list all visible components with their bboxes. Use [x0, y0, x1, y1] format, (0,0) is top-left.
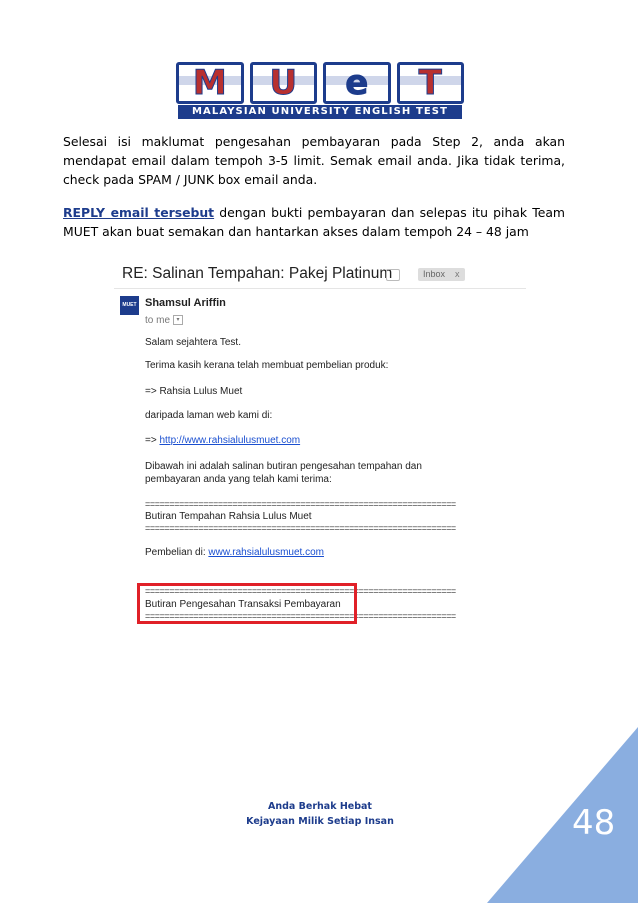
- email-from-site: daripada laman web kami di:: [145, 410, 273, 421]
- logo-letter-u: U: [250, 62, 318, 104]
- website-link: http://www.rahsialulusmuet.com: [159, 435, 301, 446]
- avatar: MUET: [120, 296, 139, 315]
- email-thanks: Terima kasih kerana telah membuat pembelian produk:: [145, 360, 389, 371]
- footer-slogan-2: Kejayaan Milik Setiap Insan: [246, 816, 394, 827]
- logo-letter-e: e: [323, 62, 391, 104]
- page-number: 48: [572, 803, 616, 843]
- email-details-2: pembayaran anda yang telah kami terima:: [145, 474, 332, 485]
- separator-line: ================================================================: [145, 586, 456, 596]
- logo-letter-m: M: [176, 62, 244, 104]
- separator-line: ================================================================: [145, 499, 456, 509]
- chevron-down-icon: ▾: [173, 315, 183, 325]
- instruction-paragraph-2-text: dengan bukti pembayaran dan selepas itu pihak Team MUET akan buat semakan dan hantarkan akses dalam tempoh 24 – 48 jam: [63, 205, 565, 239]
- logo-tagline: MALAYSIAN UNIVERSITY ENGLISH TEST: [178, 105, 462, 119]
- email-subject: RE: Salinan Tempahan: Pakej Platinum: [122, 265, 393, 282]
- instruction-paragraph-1: Selesai isi maklumat pengesahan pembayaran pada Step 2, anda akan mendapat email dalam tempoh 3-5 limit. Semak email anda. Jika tidak terima, check pada SPAM / JUNK box email anda.: [63, 134, 565, 187]
- email-sender: Shamsul Ariffin: [145, 297, 226, 309]
- section-payment-title: Butiran Pengesahan Transaksi Pembayaran: [145, 599, 341, 610]
- reply-email-emphasis: REPLY email tersebut: [63, 205, 215, 220]
- email-details-1: Dibawah ini adalah salinan butiran pengesahan tempahan dan: [145, 461, 422, 472]
- close-icon: x: [455, 269, 460, 279]
- purchase-link: www.rahsialulusmuet.com: [208, 547, 324, 558]
- inbox-label-text: Inbox: [423, 269, 446, 279]
- email-greeting: Salam sejahtera Test.: [145, 337, 241, 348]
- footer-slogan-1: Anda Berhak Hebat: [268, 801, 372, 812]
- recipient-text: to me: [145, 315, 171, 326]
- separator-line: ================================================================: [145, 611, 456, 621]
- section-order-title: Butiran Tempahan Rahsia Lulus Muet: [145, 511, 312, 522]
- link-prefix: =>: [145, 435, 160, 446]
- logo-letter-t: T: [397, 62, 465, 104]
- email-product: => Rahsia Lulus Muet: [145, 386, 243, 397]
- separator-line: ================================================================: [145, 523, 456, 533]
- purchase-prefix: Pembelian di:: [145, 547, 209, 558]
